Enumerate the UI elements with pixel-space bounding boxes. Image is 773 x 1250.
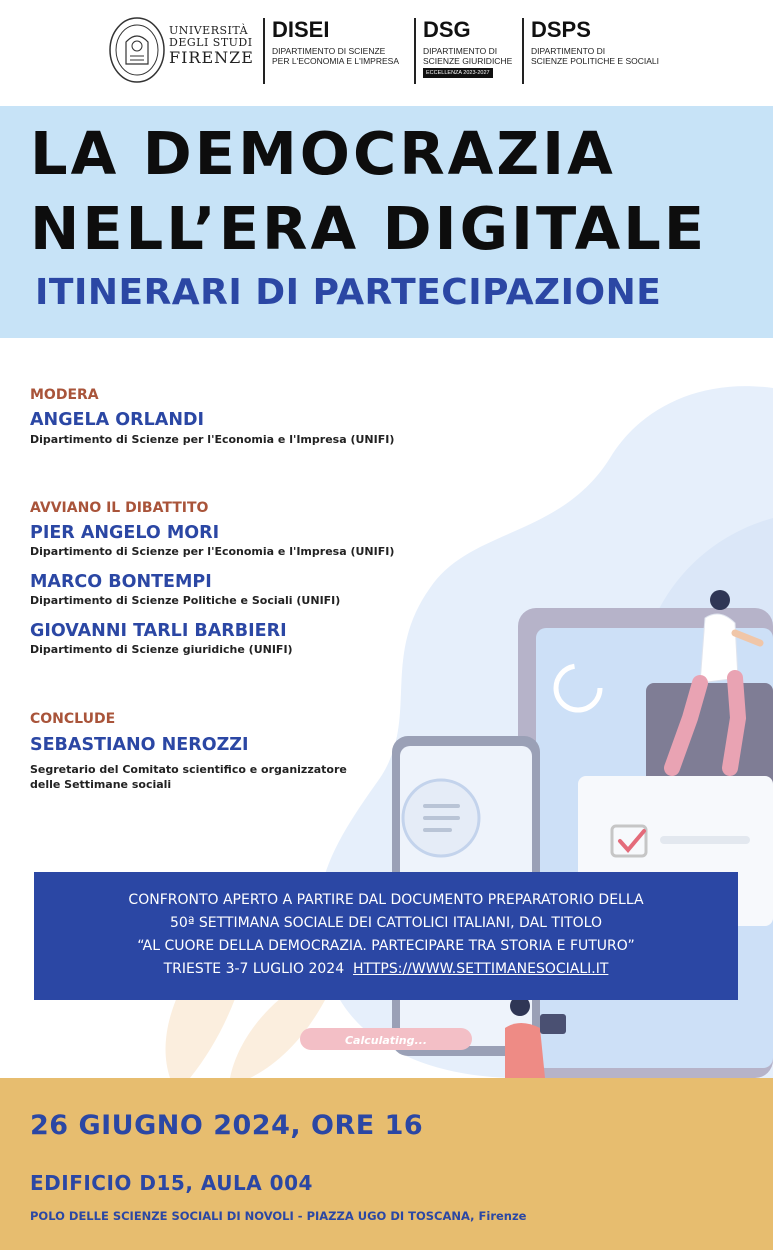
header-logos <box>0 0 773 106</box>
dsg-desc-line2: SCIENZE GIURIDICHE <box>423 56 513 66</box>
conclude-label: CONCLUDE <box>30 711 116 727</box>
disei-desc-line2: PER L'ECONOMIA E L'IMPRESA <box>272 56 400 66</box>
speaker-affiliation-mori: Dipartimento di Scienze per l'Economia e l'Impresa (UNIFI) <box>30 545 395 558</box>
info-line-4 <box>34 958 738 981</box>
info-location-dates: TRIESTE 3-7 LUGLIO 2024 <box>163 961 345 977</box>
event-date: 26 GIUGNO 2024, ORE 16 <box>30 1110 424 1141</box>
settimane-sociali-link[interactable]: HTTPS://WWW.SETTIMANESOCIALI.IT <box>353 961 609 977</box>
speaker-affiliation-nerozzi-line2: delle Settimane sociali <box>30 778 172 791</box>
university-seal-icon <box>108 16 166 84</box>
speaker-affiliation-tarli-barbieri: Dipartimento di Scienze giuridiche (UNIFI) <box>30 643 293 656</box>
dsg-eccellenza-badge: ECCELLENZA 2023-2027 <box>423 68 493 78</box>
subtitle: ITINERARI DI PARTECIPAZIONE <box>35 272 662 313</box>
dsps-logo <box>522 18 659 84</box>
speaker-affiliation-bontempi: Dipartimento di Scienze Politiche e Sociali (UNIFI) <box>30 594 341 607</box>
avviano-label: AVVIANO IL DIBATTITO <box>30 500 209 516</box>
title-line-2: NELL’ERA DIGITALE <box>30 194 708 263</box>
disei-logo <box>263 18 399 84</box>
speaker-name-bontempi: MARCO BONTEMPI <box>30 572 212 592</box>
info-line-1: CONFRONTO APERTO A PARTIRE DAL DOCUMENTO PREPARATORIO DELLA <box>128 892 644 908</box>
event-venue: EDIFICIO D15, AULA 004 <box>30 1171 313 1195</box>
dsps-abbr: DSPS <box>531 17 591 42</box>
modera-label: MODERA <box>30 387 99 403</box>
speaker-name-tarli-barbieri: GIOVANNI TARLI BARBIERI <box>30 621 287 641</box>
dsps-desc-line2: SCIENZE POLITICHE E SOCIALI <box>531 56 660 66</box>
title-line-1: LA DEMOCRAZIA <box>30 119 616 188</box>
footer-band <box>0 1078 773 1250</box>
info-line-2: 50ª SETTIMANA SOCIALE DEI CATTOLICI ITALIANI, DAL TITOLO <box>170 915 602 931</box>
info-box <box>34 872 738 1000</box>
speaker-name-mori: PIER ANGELO MORI <box>30 523 220 543</box>
progress-label: Calculating... <box>344 1034 428 1047</box>
speaker-name-nerozzi: SEBASTIANO NEROZZI <box>30 735 249 755</box>
event-address-city: Firenze <box>478 1209 527 1223</box>
event-address-street: POLO DELLE SCIENZE SOCIALI DI NOVOLI - PIAZZA UGO DI TOSCANA, <box>30 1209 475 1223</box>
info-line-3: “AL CUORE DELLA DEMOCRAZIA. PARTECIPARE TRA STORIA E FUTURO” <box>137 938 635 954</box>
event-address <box>30 1209 526 1223</box>
speaker-name-orlandi: ANGELA ORLANDI <box>30 410 205 430</box>
unifi-line3: FIRENZE <box>169 48 254 67</box>
speaker-affiliation-nerozzi-line1: Segretario del Comitato scientifico e organizzatore <box>30 763 347 776</box>
dsg-desc-line1: DIPARTIMENTO DI <box>423 46 498 56</box>
speaker-affiliation-orlandi: Dipartimento di Scienze per l'Economia e l'Impresa (UNIFI) <box>30 433 395 446</box>
disei-abbr: DISEI <box>272 17 330 42</box>
dsg-abbr: DSG <box>423 17 471 42</box>
disei-desc-line1: DIPARTIMENTO DI SCIENZE <box>272 46 386 56</box>
unifi-logo <box>169 25 254 91</box>
unifi-line2: DEGLI STUDI <box>169 36 253 49</box>
dsg-logo <box>414 18 512 84</box>
unifi-line1: UNIVERSITÀ <box>169 24 249 37</box>
dsps-desc-line1: DIPARTIMENTO DI <box>531 46 606 56</box>
